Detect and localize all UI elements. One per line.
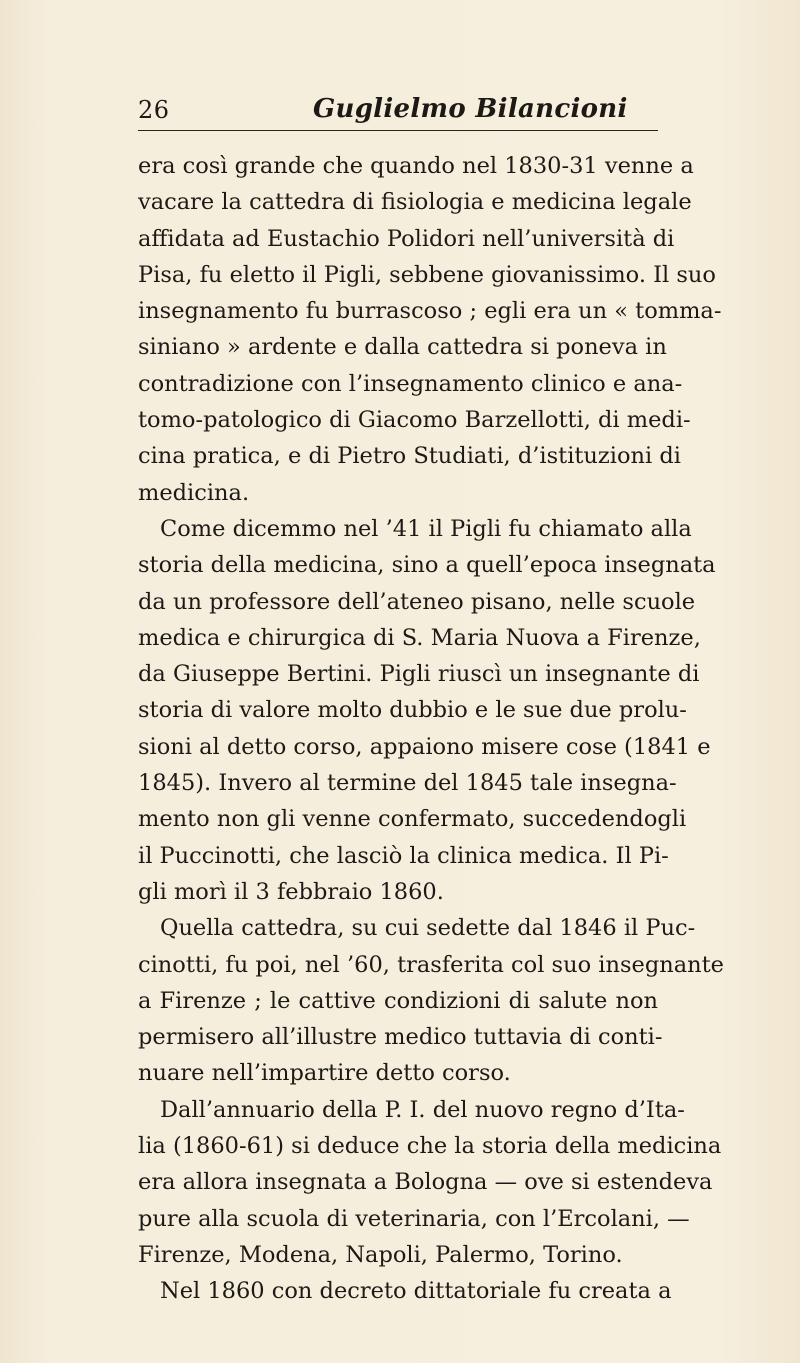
body-text bbox=[138, 148, 724, 1310]
text-line: era così grande che quando nel 1830-31 venne a bbox=[138, 153, 694, 179]
running-title: Guglielmo Bilancioni bbox=[313, 94, 628, 124]
text-line: affidata ad Eustachio Polidori nell’università di bbox=[138, 225, 675, 252]
text-line: gli morì il 3 febbraio 1860. bbox=[138, 878, 444, 905]
text-line: pure alla scuola di veterinaria, con l’Ercolani, — bbox=[138, 1205, 690, 1232]
running-head bbox=[138, 90, 658, 131]
text-line: medica e chirurgica di S. Maria Nuova a Firenze, bbox=[138, 624, 701, 651]
text-line: sioni al detto corso, appaiono misere cose (1841 e bbox=[138, 733, 711, 760]
text-line: vacare la cattedra di fisiologia e medicina legale bbox=[138, 189, 692, 216]
text-line: cinotti, fu poi, nel ’60, trasferita col suo insegnante bbox=[138, 951, 724, 978]
text-line: permisero all’illustre medico tuttavia di conti- bbox=[138, 1024, 663, 1051]
text-line: tomo-patologico di Giacomo Barzellotti, di medi- bbox=[138, 407, 691, 434]
text-line: medicina. bbox=[138, 479, 250, 506]
text-line: insegnamento fu burrascoso ; egli era un « tomma- bbox=[138, 298, 722, 325]
text-line: mento non gli venne confermato, succedendogli bbox=[138, 806, 687, 833]
text-line: era allora insegnata a Bologna — ove si estendeva bbox=[138, 1169, 713, 1196]
text-line: Firenze, Modena, Napoli, Palermo, Torino. bbox=[138, 1241, 623, 1268]
text-line: da un professore dell’ateneo pisano, nelle scuole bbox=[138, 588, 696, 615]
text-line: storia di valore molto dubbio e le sue due prolu- bbox=[138, 697, 687, 724]
text-line: Nel 1860 con decreto dittatoriale fu creata a bbox=[160, 1278, 672, 1305]
text-line: Dall’annuario della P. I. del nuovo regno d’Ita- bbox=[160, 1096, 685, 1123]
text-line: lia (1860-61) si deduce che la storia della medicina bbox=[138, 1133, 722, 1160]
text-line: Come dicemmo nel ’41 il Pigli fu chiamato alla bbox=[160, 515, 692, 542]
text-line: 1845). Invero al termine del 1845 tale insegna- bbox=[138, 770, 677, 797]
text-line: storia della medicina, sino a quell’epoca insegnata bbox=[138, 552, 716, 579]
text-line: Pisa, fu eletto il Pigli, sebbene giovanissimo. Il suo bbox=[138, 261, 716, 288]
text-line: il Puccinotti, che lasciò la clinica medica. Il Pi- bbox=[138, 842, 669, 869]
text-line: nuare nell’impartire detto corso. bbox=[138, 1060, 511, 1087]
text-line: da Giuseppe Bertini. Pigli riuscì un insegnante di bbox=[138, 661, 700, 688]
text-line: siniano » ardente e dalla cattedra si poneva in bbox=[138, 334, 667, 361]
text-line: contradizione con l’insegnamento clinico e ana- bbox=[138, 370, 683, 397]
text-line: cina pratica, e di Pietro Studiati, d’istituzioni di bbox=[138, 443, 681, 470]
text-line: Quella cattedra, su cui sedette dal 1846 il Puc- bbox=[160, 915, 696, 942]
page-number: 26 bbox=[138, 96, 170, 124]
text-line: a Firenze ; le cattive condizioni di salute non bbox=[138, 987, 658, 1014]
